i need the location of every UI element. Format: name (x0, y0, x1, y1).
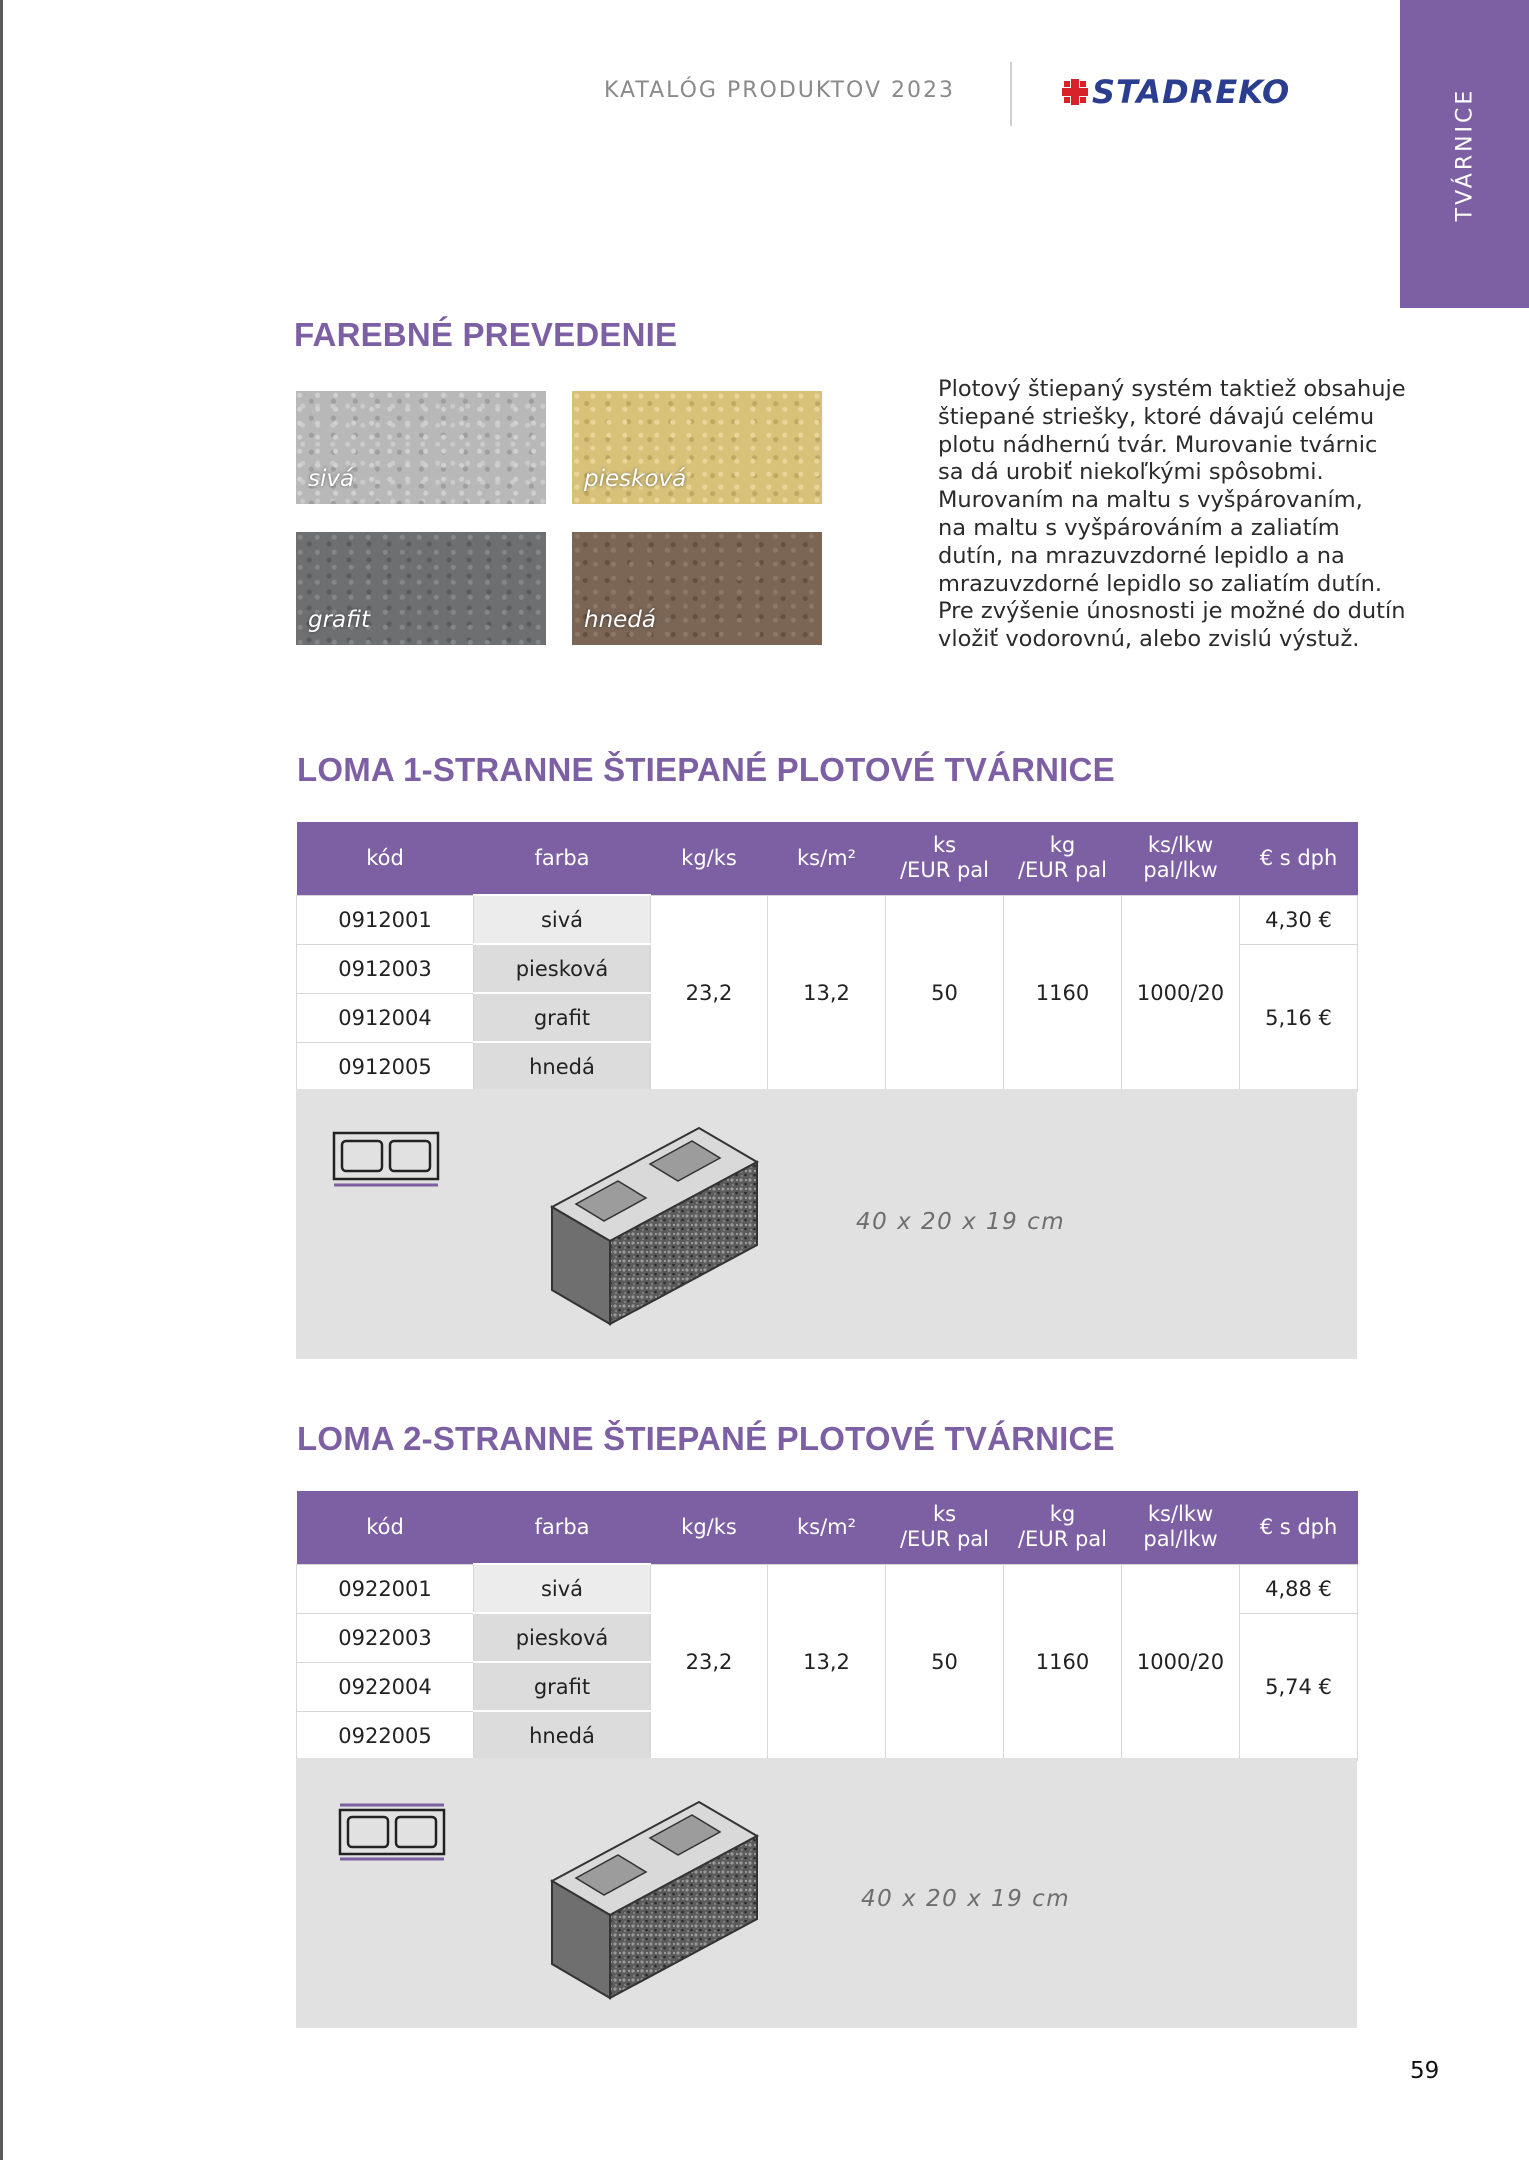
description-line: na maltu s vyšpárováním a zaliatím (938, 514, 1340, 541)
header-price: € s dph (1240, 822, 1358, 895)
concrete-block-one-side-icon (550, 1124, 770, 1329)
cell-farba: sivá (474, 1564, 651, 1613)
cell-farba: grafit (474, 993, 651, 1042)
cell-kg-eur-pal: 1160 (1004, 1564, 1122, 1760)
swatch-siva (296, 391, 546, 504)
catalog-title: KATALÓG PRODUKTOV 2023 (603, 78, 955, 103)
side-tab-label: TVÁRNICE (1452, 87, 1477, 221)
cell-kod: 0922003 (297, 1613, 474, 1662)
cell-farba: hnedá (474, 1042, 651, 1091)
header-ks-lkw (1122, 822, 1240, 895)
description-line: vložiť vodorovnú, alebo zvislú výstuž. (938, 626, 1360, 653)
cell-ks-m2: 13,2 (768, 895, 886, 1091)
brand-logo-icon (1060, 77, 1090, 107)
header-line: pal/lkw (1143, 858, 1218, 883)
brand-name: STADREKO (1092, 73, 1291, 111)
product-2-illustration-box (296, 1758, 1357, 2028)
header-kod: kód (297, 822, 474, 895)
header-line: /EUR pal (1017, 1527, 1107, 1552)
cell-kod: 0922005 (297, 1711, 474, 1760)
header-line: /EUR pal (899, 1527, 989, 1552)
header-line: /EUR pal (1017, 858, 1107, 883)
description-line: Plotový štiepaný systém taktiež obsahuje (938, 376, 1406, 402)
description-line: sa dá urobiť niekoľkými spôsobmi. (938, 459, 1324, 486)
header-farba: farba (474, 1491, 651, 1564)
cell-ks-m2: 13,2 (768, 1564, 886, 1760)
description-line: dutín, na mrazuvzdorné lepidlo a na (938, 542, 1345, 569)
dimensions-label: 40 x 20 x 19 cm (861, 1886, 1071, 1912)
cell-ks-eur-pal: 50 (886, 895, 1004, 1091)
cell-kod: 0912003 (297, 944, 474, 993)
header-kg-eur-pal (1004, 822, 1122, 895)
page-number: 59 (1410, 2058, 1440, 2084)
cell-kg-ks: 23,2 (651, 1564, 768, 1760)
swatch-label: sivá (308, 466, 355, 492)
swatch-pieskova (572, 391, 822, 504)
description-line: mrazuvzdorné lepidlo so zaliatím dutín. (938, 570, 1383, 597)
brand-logo (1060, 74, 1290, 110)
description-line: Pre zvýšenie únosnosti je možné do dutín (938, 598, 1406, 625)
side-tab-label-wrap (1400, 0, 1529, 308)
cell-price: 5,74 € (1240, 1613, 1358, 1760)
cell-kod: 0922004 (297, 1662, 474, 1711)
cell-farba: piesková (474, 944, 651, 993)
table-header-row (297, 822, 1358, 895)
swatch-grafit (296, 532, 546, 645)
header-kod: kód (297, 1491, 474, 1564)
description-line: Murovaním na maltu s vyšpárovaním, (938, 487, 1363, 514)
header-kg-ks: kg/ks (651, 1491, 768, 1564)
header-line: ks (932, 1502, 957, 1527)
table-row (297, 1564, 1358, 1613)
header-kg-eur-pal (1004, 1491, 1122, 1564)
header-ks-eur-pal (886, 1491, 1004, 1564)
header-ks-m2: ks/m² (768, 822, 886, 895)
swatch-label: hnedá (584, 607, 656, 633)
cell-kg-eur-pal: 1160 (1004, 895, 1122, 1091)
swatch-hneda (572, 532, 822, 645)
cell-ks-lkw: 1000/20 (1122, 895, 1240, 1091)
header-kg-ks: kg/ks (651, 822, 768, 895)
header-line: /EUR pal (899, 858, 989, 883)
cell-farba: grafit (474, 1662, 651, 1711)
page-edge (0, 0, 3, 2160)
dimensions-label: 40 x 20 x 19 cm (856, 1209, 1066, 1235)
block-profile-two-sides-icon (338, 1802, 448, 1862)
description-line: štiepané striešky, ktoré dávajú celému (938, 403, 1375, 430)
cell-kod: 0912005 (297, 1042, 474, 1091)
swatch-label: piesková (584, 466, 687, 492)
cell-farba: piesková (474, 1613, 651, 1662)
table-header-row (297, 1491, 1358, 1564)
colors-section-title: FAREBNÉ PREVEDENIE (294, 316, 678, 353)
header-price: € s dph (1240, 1491, 1358, 1564)
header-line: ks (932, 833, 957, 858)
cell-ks-lkw: 1000/20 (1122, 1564, 1240, 1760)
cell-farba: sivá (474, 895, 651, 944)
header-line: ks/lkw (1147, 833, 1214, 858)
description-line: plotu nádhernú tvár. Murovanie tvárnic (938, 431, 1378, 458)
cell-farba: hnedá (474, 1711, 651, 1760)
colors-description (938, 376, 1408, 654)
cell-ks-eur-pal: 50 (886, 1564, 1004, 1760)
header-line: kg (1049, 833, 1076, 858)
product-1-title: LOMA 1-STRANNE ŠTIEPANÉ PLOTOVÉ TVÁRNICE (297, 751, 1115, 788)
cell-kod: 0912001 (297, 895, 474, 944)
header-divider (1010, 62, 1012, 126)
concrete-block-two-sides-icon (550, 1798, 770, 2003)
product-1-illustration-box (296, 1089, 1357, 1359)
table-row (297, 895, 1358, 944)
block-profile-one-side-icon (332, 1131, 442, 1189)
header-line: kg (1049, 1502, 1076, 1527)
product-2-spec-table (296, 1491, 1358, 1761)
product-2-title: LOMA 2-STRANNE ŠTIEPANÉ PLOTOVÉ TVÁRNICE (297, 1420, 1115, 1457)
header-ks-eur-pal (886, 822, 1004, 895)
swatch-label: grafit (308, 607, 371, 633)
cell-kod: 0922001 (297, 1564, 474, 1613)
header-farba: farba (474, 822, 651, 895)
cell-price: 4,30 € (1240, 895, 1358, 944)
cell-kod: 0912004 (297, 993, 474, 1042)
cell-price: 5,16 € (1240, 944, 1358, 1091)
header-line: pal/lkw (1143, 1527, 1218, 1552)
product-1-spec-table (296, 822, 1358, 1092)
header-ks-m2: ks/m² (768, 1491, 886, 1564)
header-line: ks/lkw (1147, 1502, 1214, 1527)
cell-kg-ks: 23,2 (651, 895, 768, 1091)
header-ks-lkw (1122, 1491, 1240, 1564)
cell-price: 4,88 € (1240, 1564, 1358, 1613)
